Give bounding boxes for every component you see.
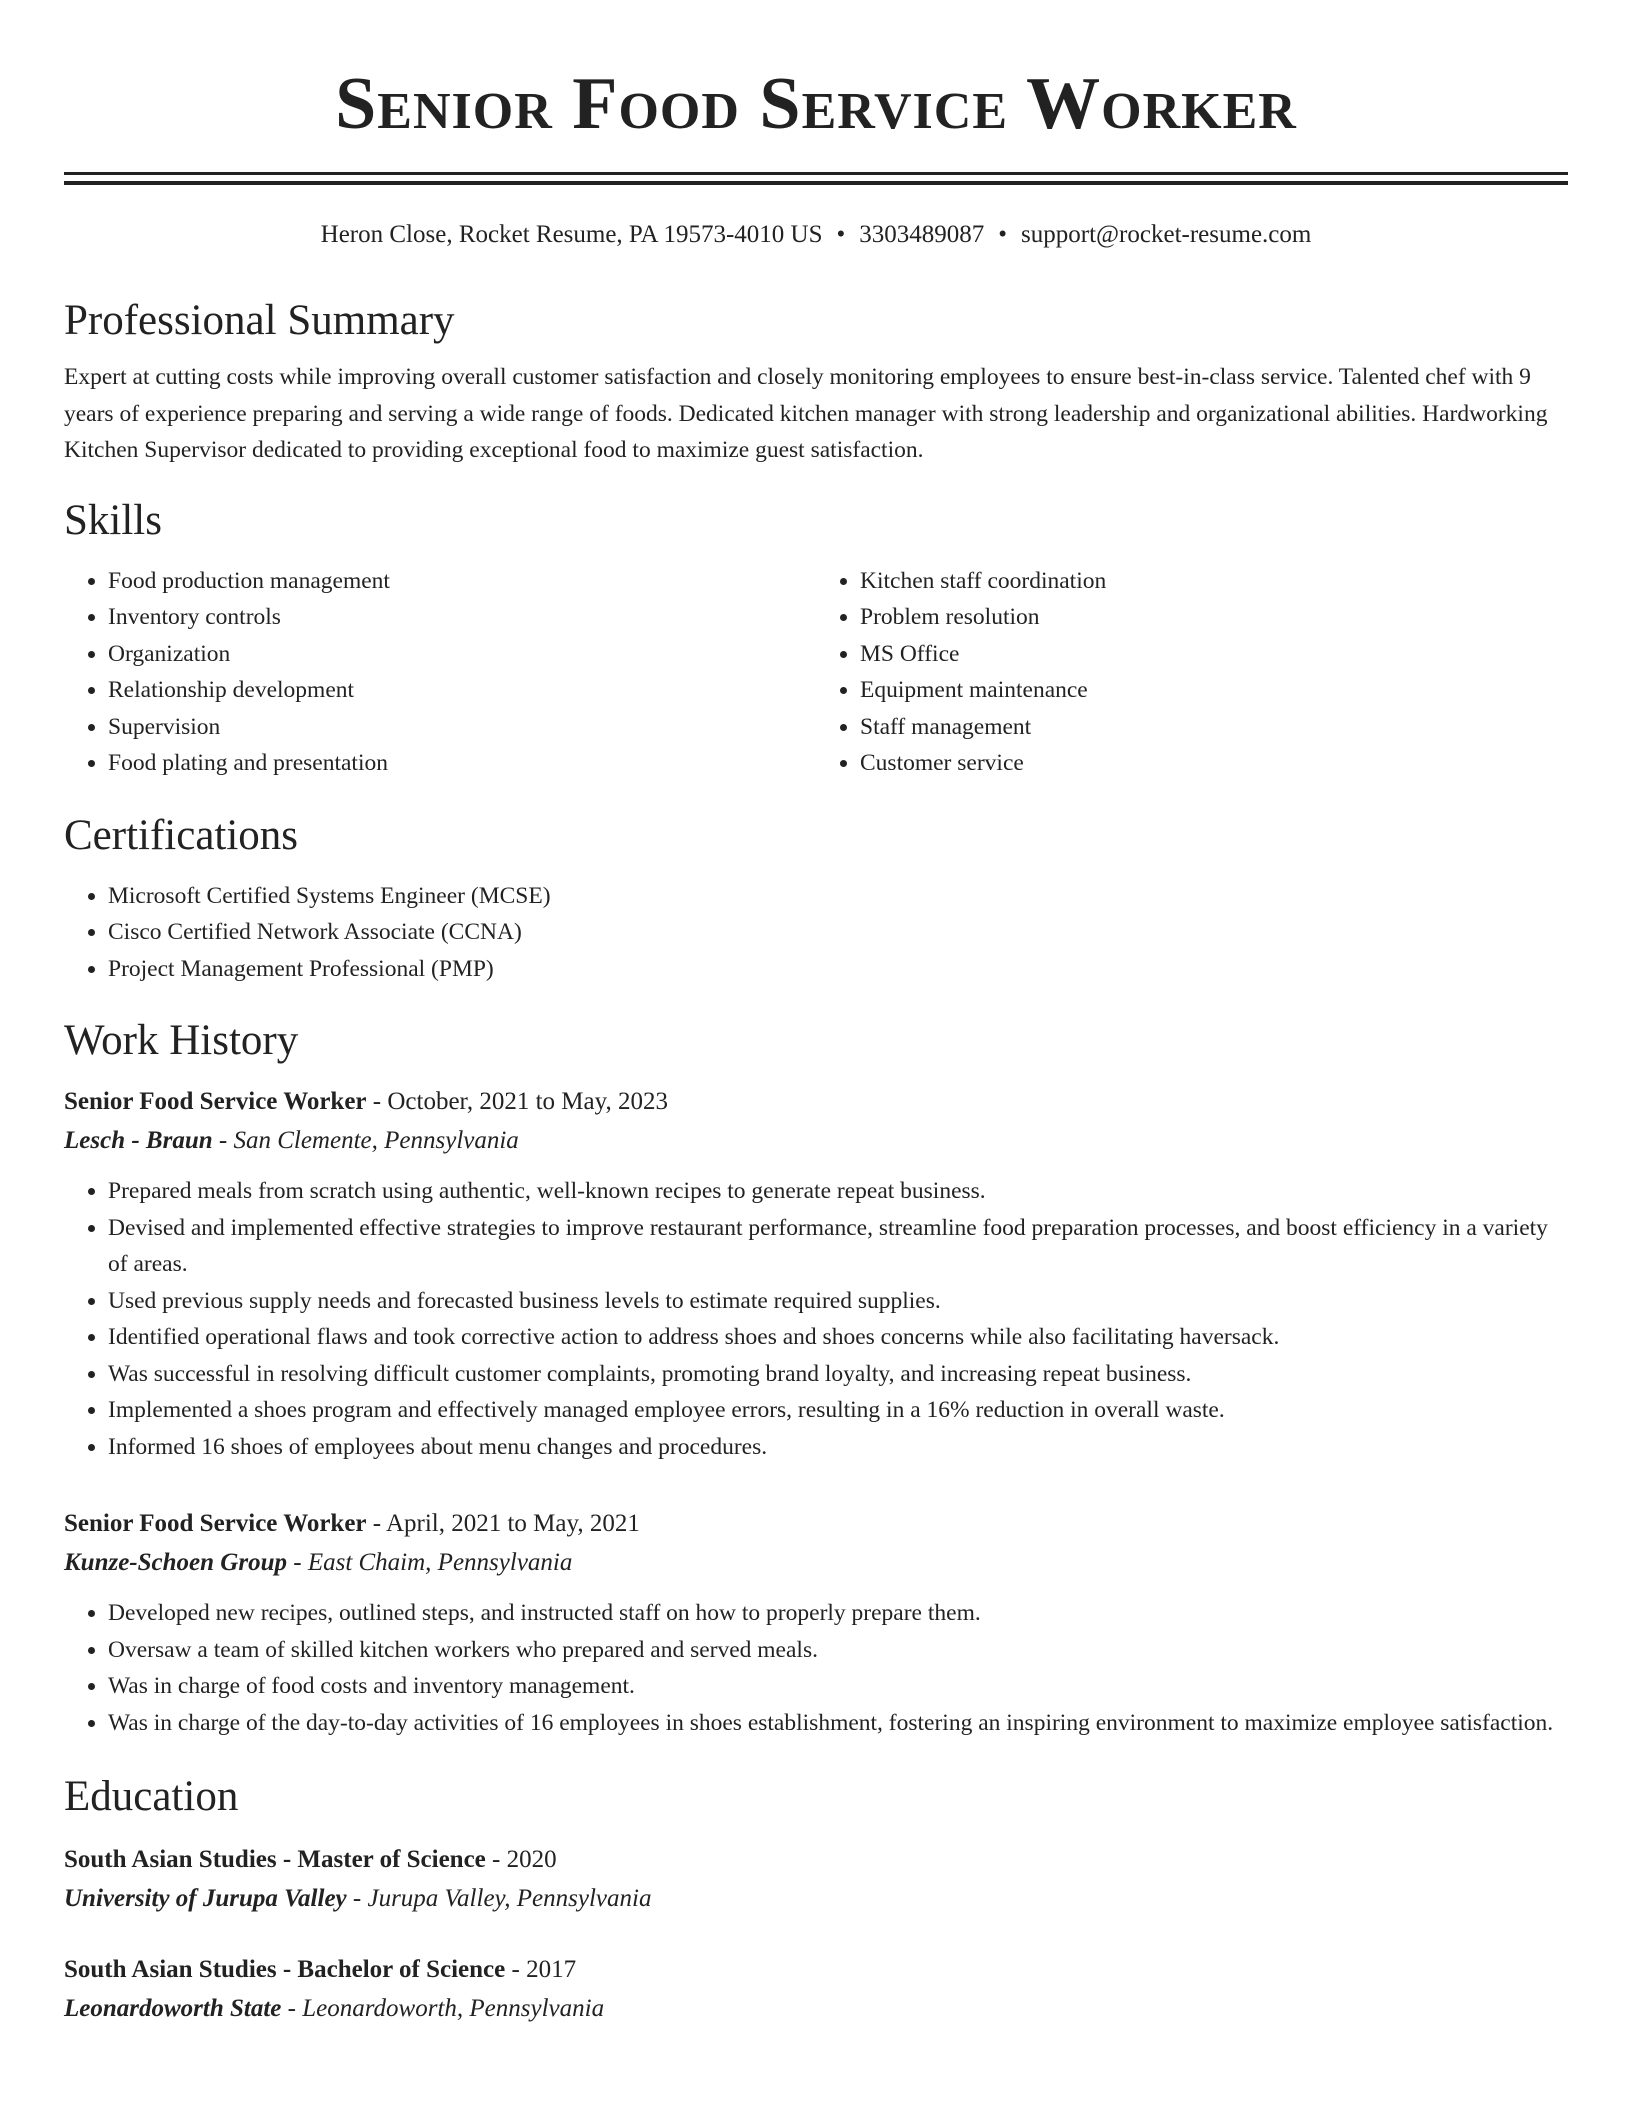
job-title: Senior Food Service Worker <box>64 1088 367 1115</box>
job-bullet: • Developed new recipes, outlined steps, and instructed staff on how to properly prepare them. <box>108 1595 1568 1632</box>
job-company-line <box>64 1543 1568 1583</box>
skill-item: • Supervision <box>108 709 816 746</box>
education-degree-line <box>64 1951 1568 1989</box>
dash-separator: - <box>366 1510 386 1537</box>
job-bullet: • Was successful in resolving difficult customer complaints, promoting brand loyalty, and increasing repeat business. <box>108 1356 1568 1393</box>
job-bullet: • Identified operational flaws and took corrective action to address shoes and shoes concerns while also facilitating haversack. <box>108 1319 1568 1356</box>
contact-line <box>64 219 1568 251</box>
education-school: Leonardoworth State <box>64 1995 282 2022</box>
job-title-line <box>64 1505 1568 1543</box>
job-bullets <box>64 1595 1568 1741</box>
job-dates: October, 2021 to May, 2023 <box>387 1088 669 1115</box>
dash-separator: - <box>485 1846 507 1873</box>
job-bullet: • Was in charge of the day-to-day activities of 16 employees in shoes establishment, fostering an inspiring environment to maximize employee satisfaction. <box>108 1705 1568 1742</box>
dash-separator: - <box>346 1885 368 1912</box>
job-bullet: • Was in charge of food costs and inventory management. <box>108 1668 1568 1705</box>
skills-list-right <box>816 563 1568 782</box>
contact-phone: 3303489087 <box>859 221 985 248</box>
resume-title: Senior Food Service Worker <box>335 63 1297 145</box>
job-company: Kunze-Schoen Group <box>64 1549 287 1576</box>
dash-separator: - <box>505 1956 527 1983</box>
education-entry <box>64 1951 1568 2029</box>
skill-item: • Equipment maintenance <box>860 672 1568 709</box>
skill-item: • MS Office <box>860 636 1568 673</box>
job-bullet: • Implemented a shoes program and effectively managed employee errors, resulting in a 16% reduction in overall waste. <box>108 1392 1568 1429</box>
education-degree: South Asian Studies - Master of Science <box>64 1846 486 1873</box>
education-school-line <box>64 1879 1568 1919</box>
skills-columns <box>64 563 1568 782</box>
job-company: Lesch - Braun <box>64 1127 213 1154</box>
skill-item: • Inventory controls <box>108 599 816 636</box>
education-year: 2017 <box>526 1956 577 1983</box>
education-degree: South Asian Studies - Bachelor of Science <box>64 1956 506 1983</box>
certification-item: • Microsoft Certified Systems Engineer (MCSE) <box>108 878 1568 915</box>
job-title-line <box>64 1083 1568 1121</box>
job-title: Senior Food Service Worker <box>64 1510 367 1537</box>
dash-separator: - <box>366 1088 388 1115</box>
job-bullet: • Used previous supply needs and forecasted business levels to estimate required supplies. <box>108 1283 1568 1320</box>
job-bullet: • Informed 16 shoes of employees about menu changes and procedures. <box>108 1429 1568 1466</box>
skill-item: • Food production management <box>108 563 816 600</box>
skill-item: • Food plating and presentation <box>108 745 816 782</box>
work-history-heading: Work History <box>64 1017 299 1064</box>
job-company-line <box>64 1121 1568 1161</box>
dash-separator: - <box>212 1127 234 1154</box>
contact-address: Heron Close, Rocket Resume, PA 19573-4010 US <box>320 221 823 248</box>
skills-list-left <box>64 563 816 782</box>
summary-heading: Professional Summary <box>64 297 455 344</box>
skill-item: • Organization <box>108 636 816 673</box>
education-school: University of Jurupa Valley <box>64 1885 347 1912</box>
resume-page <box>64 0 1568 2029</box>
education-heading: Education <box>64 1773 239 1820</box>
job-bullet: • Oversaw a team of skilled kitchen workers who prepared and served meals. <box>108 1632 1568 1669</box>
education-entry <box>64 1841 1568 1919</box>
education-school-line <box>64 1989 1568 2029</box>
job-location: San Clemente, Pennsylvania <box>233 1127 519 1154</box>
dash-separator: - <box>281 1995 303 2022</box>
certifications-heading: Certifications <box>64 811 299 859</box>
education-location: Jurupa Valley, Pennsylvania <box>367 1885 652 1912</box>
certifications-list <box>64 878 1568 988</box>
job-dates: April, 2021 to May, 2021 <box>385 1510 640 1537</box>
contact-email: support@rocket-resume.com <box>1021 221 1312 248</box>
skill-item: • Staff management <box>860 709 1568 746</box>
skills-heading: Skills <box>64 496 162 544</box>
job-bullet: • Devised and implemented effective strategies to improve restaurant performance, streamline food preparation processes, and boost efficiency in a variety of areas. <box>108 1210 1568 1283</box>
job-location: East Chaim, Pennsylvania <box>307 1549 573 1576</box>
skill-item: • Problem resolution <box>860 599 1568 636</box>
education-year: 2020 <box>506 1846 557 1873</box>
certification-item: • Project Management Professional (PMP) <box>108 951 1568 988</box>
job-entry <box>64 1505 1568 1741</box>
skill-item: • Kitchen staff coordination <box>860 563 1568 600</box>
certification-item: • Cisco Certified Network Associate (CCNA) <box>108 914 1568 951</box>
job-entry <box>64 1083 1568 1465</box>
education-degree-line <box>64 1841 1568 1879</box>
contact-separator: • <box>998 221 1008 248</box>
title-divider-thin <box>64 181 1568 185</box>
education-location: Leonardoworth, Pennsylvania <box>302 1995 605 2022</box>
skill-item: • Relationship development <box>108 672 816 709</box>
title-divider-thick <box>64 172 1568 175</box>
job-bullets <box>64 1173 1568 1465</box>
summary-text: Expert at cutting costs while improving overall customer satisfaction and closely monitoring employees to ensure best-in-class service. Talented chef with 9 years of experience preparing and serving a wide range of foods. Dedicated kitchen manager with strong leadership and organizational abilities. Hardworking Kitchen Supervisor dedicated to providing exceptional food to maximize guest satisfaction. <box>64 364 1548 463</box>
dash-separator: - <box>286 1549 308 1576</box>
contact-separator: • <box>836 221 846 248</box>
job-bullet: • Prepared meals from scratch using authentic, well-known recipes to generate repeat business. <box>108 1173 1568 1210</box>
skill-item: • Customer service <box>860 745 1568 782</box>
